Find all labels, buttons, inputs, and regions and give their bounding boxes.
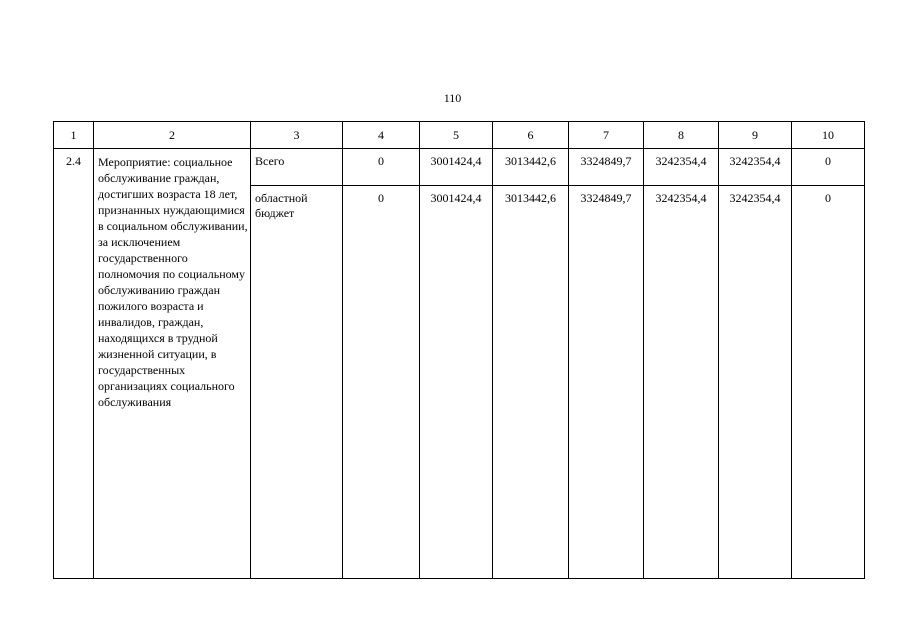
activity-description: Мероприятие: социальное обслуживание граждан, достигших возраста 18 лет, признанных нуждающимися в социальном обслуживании, за исключением государственного полномочия по социальному обслуживанию граждан пожилого возраста и инвалидов, граждан, находящихся в трудной жизненной ситуации, в государственных организациях социального обслуживания xyxy=(94,149,251,579)
funding-source: Всего xyxy=(251,149,343,186)
column-header: 9 xyxy=(719,122,792,149)
table-cell: 0 xyxy=(792,149,865,186)
table-cell: 3324849,7 xyxy=(569,186,644,579)
table-cell: 3001424,4 xyxy=(420,186,493,579)
column-header: 7 xyxy=(569,122,644,149)
table-cell: 3013442,6 xyxy=(493,186,569,579)
page-number: 110 xyxy=(443,91,462,105)
row-number: 2.4 xyxy=(54,149,94,579)
column-header: 2 xyxy=(94,122,251,149)
column-header: 4 xyxy=(343,122,420,149)
funding-source: областной бюджет xyxy=(251,186,343,579)
table-cell: 0 xyxy=(343,186,420,579)
table-cell: 3242354,4 xyxy=(719,149,792,186)
table-cell: 0 xyxy=(343,149,420,186)
column-header: 1 xyxy=(54,122,94,149)
table-header-row xyxy=(54,122,865,149)
table-cell: 3242354,4 xyxy=(719,186,792,579)
table-row xyxy=(54,149,865,186)
column-header: 6 xyxy=(493,122,569,149)
column-header: 5 xyxy=(420,122,493,149)
column-header: 3 xyxy=(251,122,343,149)
table-cell: 3242354,4 xyxy=(644,186,719,579)
budget-table xyxy=(53,121,865,579)
table-cell: 3013442,6 xyxy=(493,149,569,186)
table-cell: 0 xyxy=(792,186,865,579)
table-cell: 3324849,7 xyxy=(569,149,644,186)
table-cell: 3001424,4 xyxy=(420,149,493,186)
column-header: 10 xyxy=(792,122,865,149)
column-header: 8 xyxy=(644,122,719,149)
table-cell: 3242354,4 xyxy=(644,149,719,186)
